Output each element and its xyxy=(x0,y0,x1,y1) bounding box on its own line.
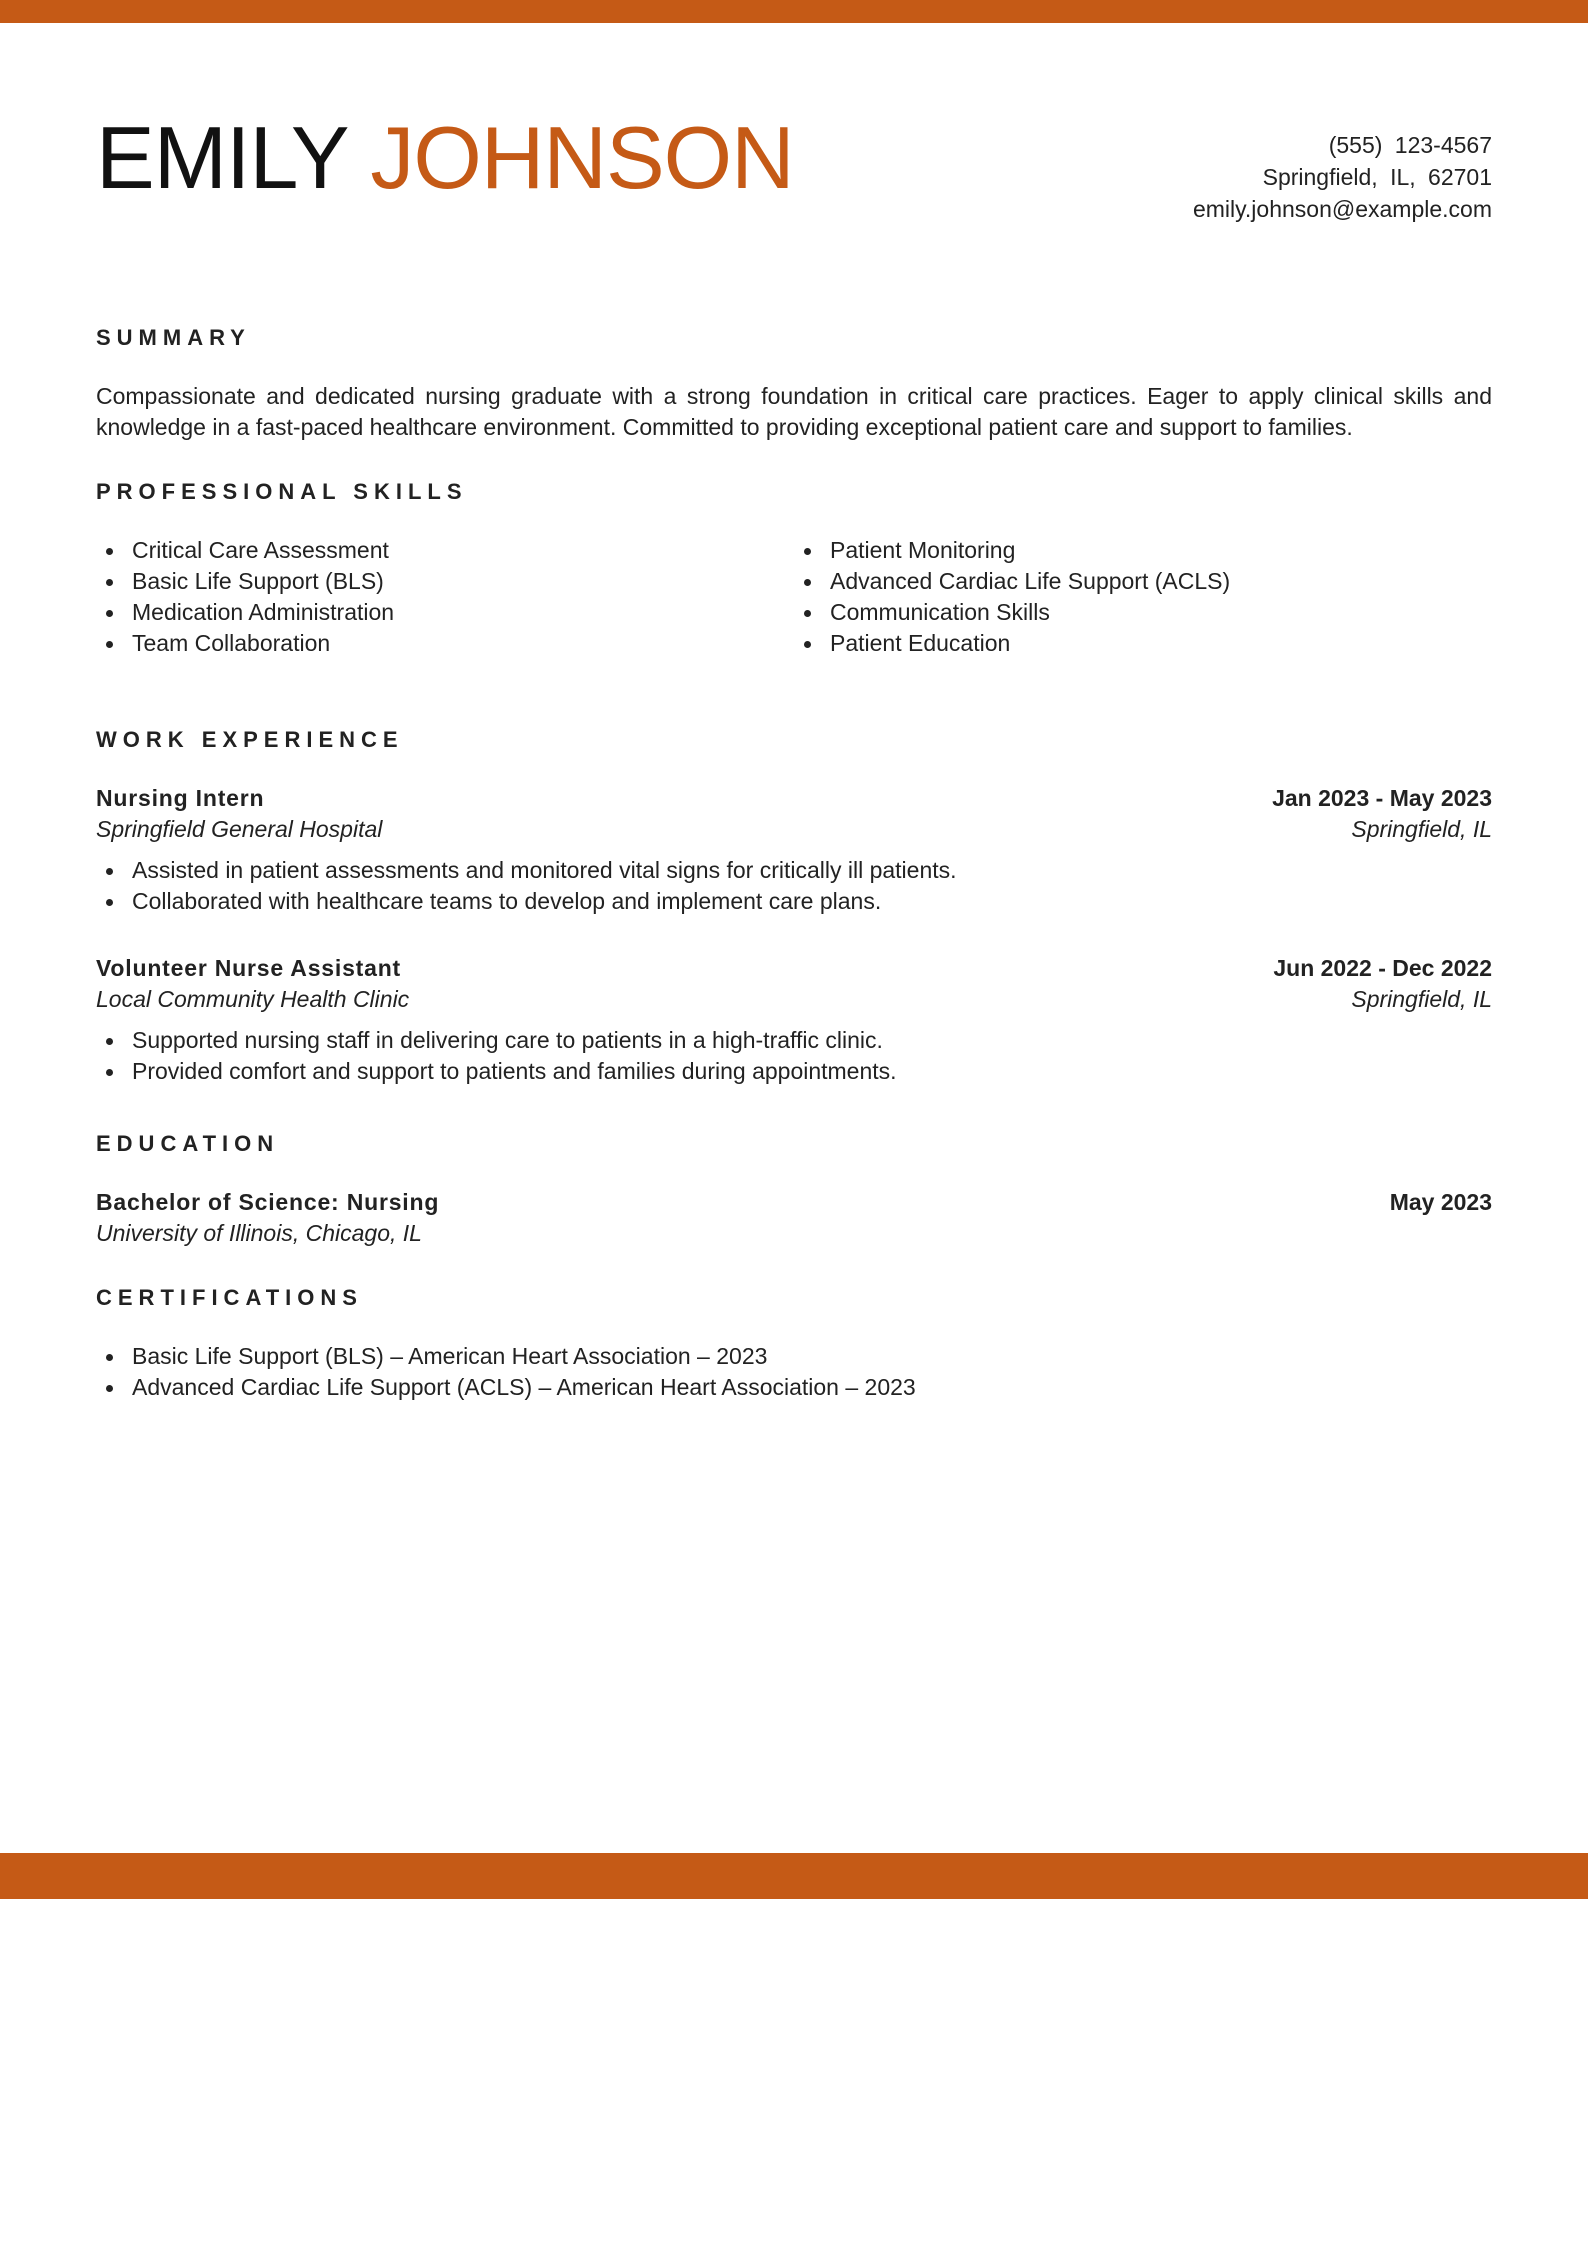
contact-info xyxy=(1193,129,1492,225)
experience-heading: WORK EXPERIENCE xyxy=(96,727,404,752)
job-entry xyxy=(96,953,1492,1087)
job-entry xyxy=(96,783,1492,917)
address: Springfield, IL, 62701 xyxy=(1262,164,1492,190)
certifications-list xyxy=(96,1341,1492,1403)
job-dates: Jun 2022 - Dec 2022 xyxy=(1273,955,1492,981)
list-item: Advanced Cardiac Life Support (ACLS) – American Heart Association – 2023 xyxy=(96,1372,1492,1403)
list-item: Advanced Cardiac Life Support (ACLS) xyxy=(794,566,1492,597)
job-bullets xyxy=(96,855,1492,917)
list-item: Supported nursing staff in delivering care to patients in a high-traffic clinic. xyxy=(96,1025,1492,1056)
job-dates: Jan 2023 - May 2023 xyxy=(1272,785,1492,811)
skills-heading: PROFESSIONAL SKILLS xyxy=(96,479,468,504)
list-item: Medication Administration xyxy=(96,597,776,628)
list-item: Patient Education xyxy=(794,628,1492,659)
degree: Bachelor of Science: Nursing xyxy=(96,1189,440,1215)
graduation-date: May 2023 xyxy=(1389,1189,1492,1215)
list-item: Patient Monitoring xyxy=(794,535,1492,566)
list-item: Basic Life Support (BLS) – American Heart Association – 2023 xyxy=(96,1341,1492,1372)
job-bullets xyxy=(96,1025,1492,1087)
list-item: Critical Care Assessment xyxy=(96,535,776,566)
education-entry xyxy=(96,1187,1492,1249)
resume-page xyxy=(96,0,1492,1400)
education-heading: EDUCATION xyxy=(96,1131,280,1156)
summary-heading: SUMMARY xyxy=(96,325,251,350)
school: University of Illinois, Chicago, IL xyxy=(96,1220,422,1246)
list-item: Communication Skills xyxy=(794,597,1492,628)
certifications-heading: CERTIFICATIONS xyxy=(96,1285,363,1310)
list-item: Assisted in patient assessments and monitored vital signs for critically ill patients. xyxy=(96,855,1492,886)
job-location: Springfield, IL xyxy=(1351,986,1492,1012)
job-title: Nursing Intern xyxy=(96,785,265,811)
list-item: Basic Life Support (BLS) xyxy=(96,566,776,597)
skills-list-right xyxy=(794,535,1492,659)
list-item: Provided comfort and support to patients and families during appointments. xyxy=(96,1056,1492,1087)
last-name: JOHNSON xyxy=(370,108,794,207)
skills-list-left xyxy=(96,535,776,659)
resume-header xyxy=(96,0,1492,300)
candidate-name xyxy=(96,108,794,208)
phone-number: (555) 123-4567 xyxy=(1328,132,1492,158)
email-address: emily.johnson@example.com xyxy=(1192,196,1492,222)
job-title: Volunteer Nurse Assistant xyxy=(96,955,402,981)
job-location: Springfield, IL xyxy=(1351,816,1492,842)
job-organization: Local Community Health Clinic xyxy=(96,986,410,1012)
first-name: EMILY xyxy=(96,108,347,207)
list-item: Collaborated with healthcare teams to develop and implement care plans. xyxy=(96,886,1492,917)
list-item: Team Collaboration xyxy=(96,628,776,659)
job-organization: Springfield General Hospital xyxy=(96,816,383,842)
summary-text: Compassionate and dedicated nursing graduate with a strong foundation in critical care practices. Eager to apply clinical skills and knowledge in a fast-paced healthcare environment. Committed to providing exceptional patient care and support to families. xyxy=(96,383,1492,440)
bottom-accent-bar xyxy=(0,1853,1588,1899)
